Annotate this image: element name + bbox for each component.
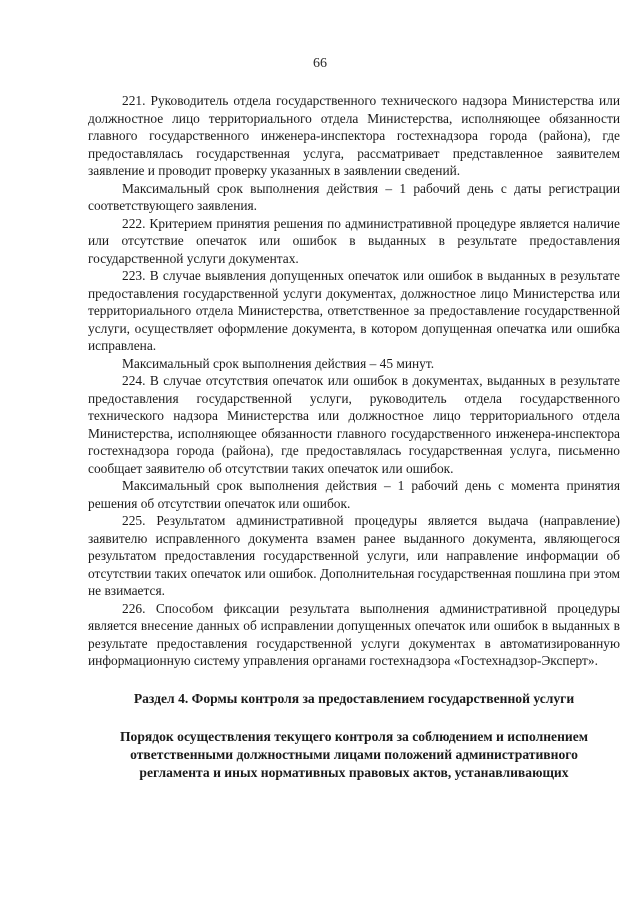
paragraph-222: 222. Критерием принятия решения по административной процедуре является наличие или отсутствие опечаток или ошибок в выданных в результате предоставления государственной услуги документах. bbox=[88, 215, 620, 266]
paragraph-224: 224. В случае отсутствия опечаток или ошибок в документах, выданных в результате предоставления государственной услуги, руководитель отдела государственного технического надзора Министерства или должностное лицо территориального отдела Министерства, исполняющее обязанности главного государственного инженера-инспектора гостехнадзора города (района), где предоставлялась государственная услуга, письменно сообщает заявителю об отсутствии таких опечаток или ошибок. bbox=[88, 373, 620, 476]
page-number: 66 bbox=[313, 56, 327, 71]
section-heading: Раздел 4. Формы контроля за предоставлением государственной услуги bbox=[133, 690, 575, 706]
subsection-heading: Порядок осуществления текущего контроля за соблюдением и исполнением ответственными должностными лицами положений административного регламента и иных нормативных правовых актов, устанавливающих bbox=[119, 728, 589, 780]
paragraph-223-deadline: Максимальный срок выполнения действия – 45 минут. bbox=[122, 355, 435, 371]
paragraph-224-deadline: Максимальный срок выполнения действия – 1 рабочий день с момента принятия решения об отсутствии опечаток или ошибок. bbox=[88, 478, 620, 511]
paragraph-221: 221. Руководитель отдела государственного технического надзора Министерства или должностное лицо территориального отдела Министерства, исполняющее обязанности главного государственного инженера-инспектора гостехнадзора города (района), где предоставлялась государственная услуга, рассматривает представленное заявителем заявление и проводит проверку указанных в заявлении сведений. bbox=[88, 93, 620, 178]
paragraph-221-deadline: Максимальный срок выполнения действия – 1 рабочий день с даты регистрации соответствующего заявления. bbox=[88, 180, 620, 213]
document-body bbox=[88, 92, 620, 782]
paragraph-223: 223. В случае выявления допущенных опечаток или ошибок в выданных в результате предоставления государственной услуги документах, должностное лицо Министерства или территориального отдела Министерства, ответственное за предоставление государственной услуги, осуществляет оформление документа, в котором допущенная опечатка или ошибка исправлена. bbox=[88, 268, 620, 353]
paragraph-226: 226. Способом фиксации результата выполнения административной процедуры является внесение данных об исправлении допущенных опечаток или ошибок в выданных в результате предоставления государственной услуги документах в автоматизированную информационную систему управления органами гостехнадзора «Гостехнадзор-Эксперт». bbox=[88, 600, 620, 668]
paragraph-225: 225. Результатом административной процедуры является выдача (направление) заявителю исправленного документа взамен ранее выданного документа, являющегося результатом предоставления государственной услуги, или направление информации об отсутствии таких опечаток или ошибок. Дополнительная государственная пошлина при этом не взимается. bbox=[88, 513, 620, 598]
